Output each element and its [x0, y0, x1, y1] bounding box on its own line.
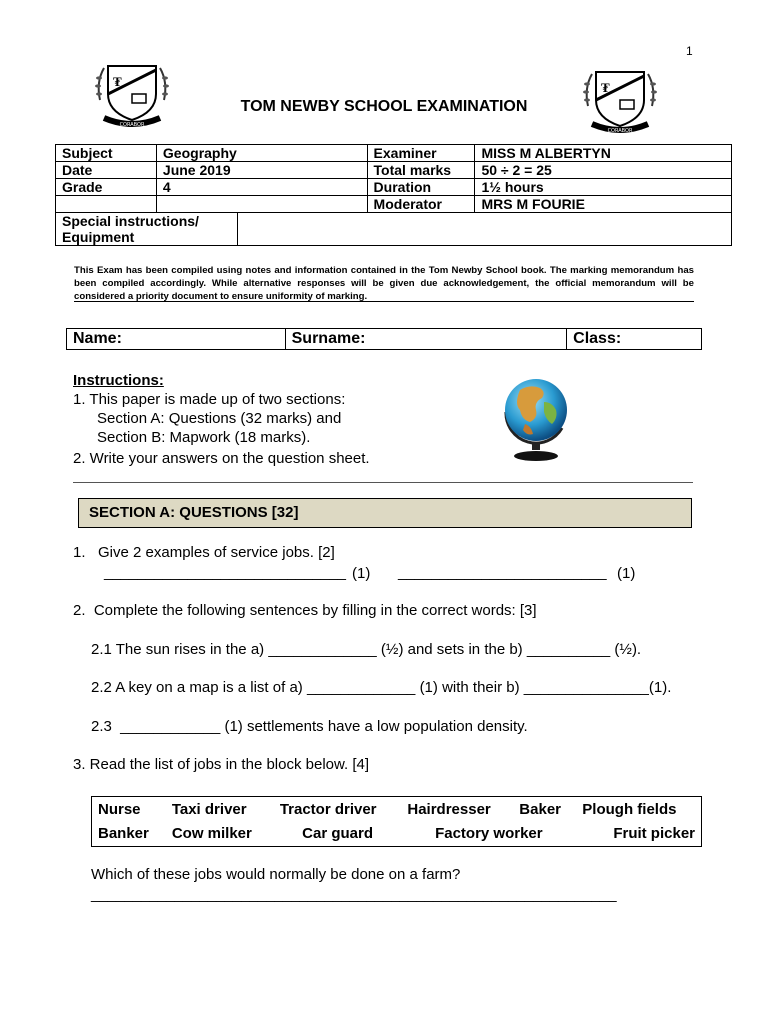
duration-value: 1½ hours — [475, 179, 732, 196]
job-item: Hairdresser — [407, 800, 491, 818]
question-2: 2. Complete the following sentences by filling in the correct words: [3] — [73, 602, 537, 619]
globe-image — [492, 372, 578, 464]
answer-blank[interactable]: _____________________________ — [104, 564, 346, 581]
subject-value: Geography — [156, 145, 367, 162]
total-marks-label: Total marks — [367, 162, 475, 179]
instruction-line: Section B: Mapwork (18 marks). — [97, 429, 311, 446]
mark-allocation: (1) — [352, 565, 371, 582]
mark-allocation: (1) — [617, 565, 636, 582]
job-item: Baker — [519, 800, 561, 818]
question-2-3: 2.3 ____________ (1) settlements have a low population density. — [91, 718, 528, 735]
grade-value: 4 — [156, 179, 367, 196]
question-3-prompt: Which of these jobs would normally be done on a farm? — [91, 866, 461, 883]
job-item: Taxi driver — [171, 800, 247, 818]
instruction-line: 1. This paper is made up of two sections: — [73, 391, 346, 408]
divider — [74, 301, 694, 302]
school-crest-left — [90, 60, 174, 132]
student-details-table — [66, 328, 702, 350]
job-item: Fruit picker — [613, 825, 695, 843]
name-field[interactable]: Name: — [67, 329, 286, 350]
marking-notice: This Exam has been compiled using notes and information contained in the Tom Newby School book. The marking memorandum has been compiled accordingly. While alternative responses will be given due acknowledgement, the official memorandum will be considered a priority document to ensure uniformity of marking. — [74, 265, 694, 302]
job-item: Banker — [98, 825, 149, 843]
job-item: Tractor driver — [279, 800, 377, 818]
svg-text:₮: ₮ — [601, 81, 610, 96]
crest-motto-right: CORABOR — [607, 128, 633, 134]
empty-cell — [56, 196, 157, 213]
page-number: 1 — [686, 44, 693, 58]
answer-line[interactable]: _______________________________________________________________ — [91, 886, 617, 903]
moderator-value: MRS M FOURIE — [475, 196, 732, 213]
job-item: Car guard — [302, 825, 374, 843]
question-2-2: 2.2 A key on a map is a list of a) _____________ (1) with their b) _______________(1). — [91, 679, 672, 696]
subject-label: Subject — [56, 145, 157, 162]
class-field[interactable]: Class: — [567, 329, 702, 350]
crest-motto-left: CORABOR — [119, 122, 145, 128]
job-item: Cow milker — [171, 825, 252, 843]
question-1: 1. Give 2 examples of service jobs. [2] — [73, 544, 335, 561]
section-a-header — [78, 498, 692, 528]
duration-label: Duration — [367, 179, 475, 196]
job-item: Nurse — [98, 800, 141, 818]
job-item: Factory worker — [435, 825, 543, 843]
surname-field[interactable]: Surname: — [285, 329, 567, 350]
empty-cell — [156, 196, 367, 213]
special-instructions-label: Special instructions/ Equipment — [56, 213, 238, 246]
jobs-block — [91, 796, 702, 847]
instructions-heading: Instructions: — [73, 372, 164, 389]
examiner-value: MISS M ALBERTYN — [475, 145, 732, 162]
exam-info-table — [55, 144, 732, 246]
question-2-1: 2.1 The sun rises in the a) _____________ (½) and sets in the b) __________ (½). — [91, 641, 642, 658]
divider — [73, 482, 693, 483]
question-3: 3. Read the list of jobs in the block below. [4] — [73, 756, 370, 773]
job-item: Plough fields — [582, 800, 677, 818]
examiner-label: Examiner — [367, 145, 475, 162]
answer-blank[interactable]: _________________________ — [398, 564, 607, 581]
instruction-line: 2. Write your answers on the question sheet. — [73, 450, 370, 467]
date-value: June 2019 — [156, 162, 367, 179]
instruction-line: Section A: Questions (32 marks) and — [97, 410, 342, 427]
exam-title: TOM NEWBY SCHOOL EXAMINATION — [240, 98, 528, 115]
svg-text:₮: ₮ — [113, 75, 122, 90]
total-marks-value: 50 ÷ 2 = 25 — [475, 162, 732, 179]
special-instructions-value — [237, 213, 731, 246]
section-a-title: SECTION A: QUESTIONS [32] — [89, 504, 299, 521]
date-label: Date — [56, 162, 157, 179]
moderator-label: Moderator — [367, 196, 475, 213]
grade-label: Grade — [56, 179, 157, 196]
